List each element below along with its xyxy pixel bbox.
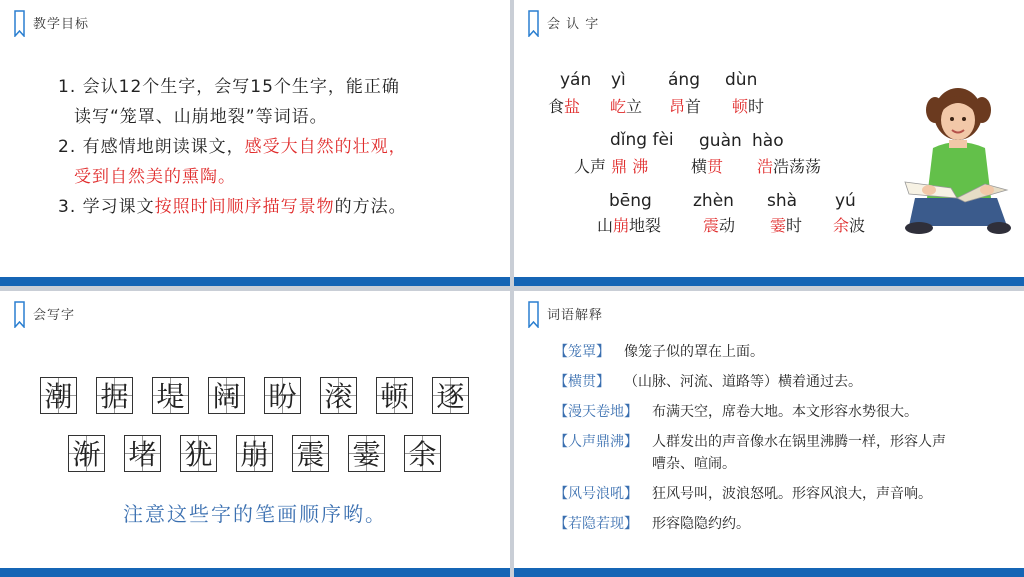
definition-term: 【风号浪吼】 — [554, 486, 638, 502]
goals-list — [58, 72, 478, 222]
definition-text: （山脉、河流、道路等）横着通过去。 — [624, 374, 862, 390]
vocab-word: 余波 — [833, 216, 866, 235]
definition-item — [554, 483, 1004, 505]
definition-term: 【漫天卷地】 — [554, 404, 638, 420]
pinyin: hào — [752, 131, 784, 151]
character-cell: 堵 — [124, 435, 161, 472]
definition-item — [554, 513, 1004, 535]
definition-term: 【笼罩】 — [554, 344, 610, 360]
character-cell: 渐 — [68, 435, 105, 472]
character-cell: 滚 — [320, 377, 357, 414]
definition-text: 形容隐隐约约。 — [652, 516, 750, 532]
pinyin: yì — [611, 70, 626, 90]
character-cell: 逐 — [432, 377, 469, 414]
slide-bottom-bar — [514, 277, 1024, 286]
goal-highlight: 受到自然美的熏陶。 — [74, 167, 236, 187]
definition-text: 人群发出的声音像水在锅里沸腾一样，形容人声嘈杂、喧闹。 — [652, 434, 946, 472]
definition-item — [554, 401, 1004, 423]
slide-teaching-goals — [0, 0, 510, 286]
vocab-word: 顿时 — [732, 97, 765, 116]
vocab-word: 人声 鼎 沸 — [574, 157, 649, 176]
vocab-word: 屹立 — [610, 97, 643, 116]
definition-list — [554, 341, 1004, 543]
character-cell: 堤 — [152, 377, 189, 414]
slide-bottom-bar — [514, 568, 1024, 577]
goal-item — [58, 132, 478, 192]
goal-text: 读写“笼罩、山崩地裂”等词语。 — [74, 107, 328, 127]
vocab-word: 霎时 — [770, 216, 803, 235]
goal-text: 的方法。 — [334, 197, 407, 217]
character-cell: 阔 — [208, 377, 245, 414]
bookmark-icon — [14, 301, 25, 328]
definition-item — [554, 431, 1004, 475]
character-cell: 余 — [404, 435, 441, 472]
definition-term: 【横贯】 — [554, 374, 610, 390]
pinyin: dùn — [725, 70, 758, 90]
character-cell: 据 — [96, 377, 133, 414]
slide-title: 会写字 — [33, 308, 76, 323]
character-cell: 顿 — [376, 377, 413, 414]
slide-title: 词语解释 — [547, 308, 604, 323]
goal-text: 学习课文 — [82, 197, 155, 217]
pinyin: zhèn — [693, 191, 734, 211]
slide-title: 教学目标 — [33, 17, 90, 32]
goal-highlight: 感受大自然的壮观， — [244, 137, 407, 157]
bookmark-icon — [528, 301, 539, 328]
vocab-word: 昂首 — [669, 97, 702, 116]
goal-number: 2. — [58, 137, 77, 157]
character-cell: 潮 — [40, 377, 77, 414]
character-grid-row-2 — [68, 435, 441, 472]
character-cell: 盼 — [264, 377, 301, 414]
definition-text: 布满天空，席卷大地。本文形容水势很大。 — [652, 404, 918, 420]
vocab-word: 震动 — [703, 216, 736, 235]
slide-title: 会 认 字 — [547, 17, 600, 32]
definition-term: 【人声鼎沸】 — [554, 434, 638, 450]
pinyin: yú — [835, 191, 856, 211]
definition-text: 狂风号叫，波浪怒吼。形容风浪大，声音响。 — [652, 486, 932, 502]
pinyin: dǐng fèi — [610, 130, 674, 150]
goal-text: 有感情地朗读课文， — [82, 137, 245, 157]
goal-text: 会认12个生字，会写15个生字，能正确 — [82, 77, 400, 97]
definition-item — [554, 341, 1004, 363]
pinyin: guàn — [699, 131, 742, 151]
pinyin: áng — [668, 70, 700, 90]
vocab-word: 横贯 — [691, 157, 724, 176]
slide-bottom-bar — [0, 568, 510, 577]
pinyin: shà — [767, 191, 798, 211]
goal-item — [58, 72, 478, 132]
slide-recognize-characters — [514, 0, 1024, 286]
definition-text: 像笼子似的罩在上面。 — [624, 344, 764, 360]
goal-item — [58, 192, 478, 222]
definition-term: 【若隐若现】 — [554, 516, 638, 532]
pinyin: bēng — [609, 191, 652, 211]
slide-word-explanations — [514, 291, 1024, 577]
vocab-word: 山崩地裂 — [597, 216, 662, 235]
definition-item — [554, 371, 1004, 393]
bookmark-icon — [14, 10, 25, 37]
character-cell: 崩 — [236, 435, 273, 472]
goal-number: 3. — [58, 197, 77, 217]
slide-bottom-bar — [0, 277, 510, 286]
goal-highlight: 按照时间顺序描写景物 — [154, 197, 335, 217]
stroke-order-note: 注意这些字的笔画顺序哟。 — [123, 502, 387, 526]
vocab-word: 浩浩荡荡 — [757, 157, 822, 176]
character-grid-row-1 — [40, 377, 469, 414]
character-cell: 霎 — [348, 435, 385, 472]
character-cell: 震 — [292, 435, 329, 472]
vocab-word: 食盐 — [548, 97, 581, 116]
girl-reading-illustration — [895, 86, 1015, 238]
bookmark-icon — [528, 10, 539, 37]
character-cell: 犹 — [180, 435, 217, 472]
goal-number: 1. — [58, 77, 77, 97]
slide-write-characters — [0, 291, 510, 577]
pinyin: yán — [560, 70, 592, 90]
